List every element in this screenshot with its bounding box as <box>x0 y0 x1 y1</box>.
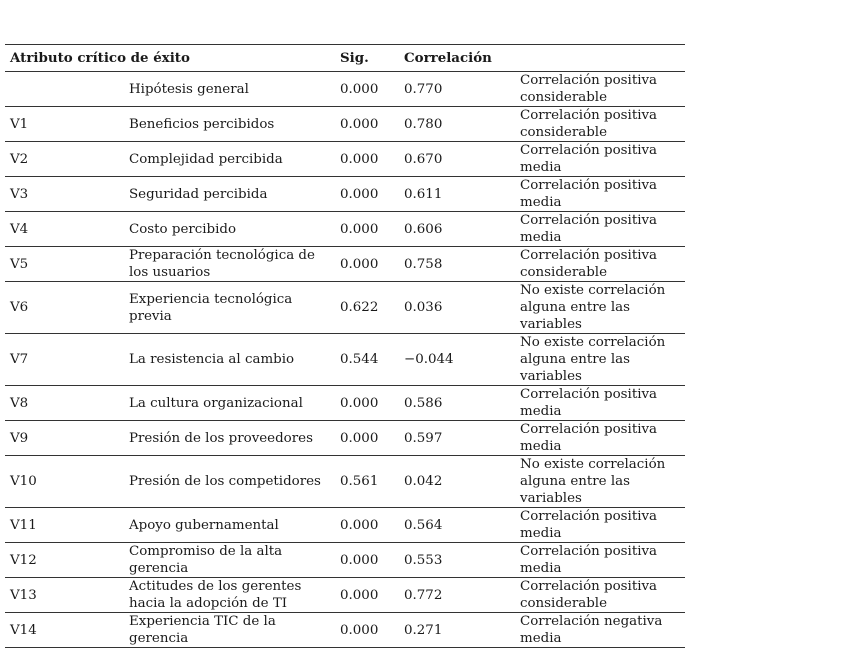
table-row <box>5 386 685 421</box>
row-code: V2 <box>5 142 124 177</box>
row-sig: 0.000 <box>335 72 399 107</box>
row-sig: 0.000 <box>335 386 399 421</box>
row-attribute-name: Seguridad percibida <box>124 177 335 212</box>
row-attribute-name: Experiencia TIC de la gerencia <box>124 613 335 648</box>
table-row <box>5 578 685 613</box>
row-correlation: 0.036 <box>399 282 515 334</box>
row-correlation: 0.586 <box>399 386 515 421</box>
row-interpretation: Correlación positiva media <box>515 386 685 421</box>
row-code: V13 <box>5 578 124 613</box>
row-sig: 0.622 <box>335 282 399 334</box>
row-correlation: 0.597 <box>399 421 515 456</box>
row-sig: 0.000 <box>335 142 399 177</box>
row-interpretation: Correlación positiva media <box>515 142 685 177</box>
row-correlation: 0.606 <box>399 212 515 247</box>
row-code: V8 <box>5 386 124 421</box>
table-row <box>5 72 685 107</box>
row-interpretation: Correlación positiva considerable <box>515 247 685 282</box>
row-correlation: −0.044 <box>399 334 515 386</box>
correlation-table <box>5 44 685 648</box>
row-code: V7 <box>5 334 124 386</box>
table-row <box>5 107 685 142</box>
row-attribute-name: Preparación tecnológica de los usuarios <box>124 247 335 282</box>
table-row <box>5 282 685 334</box>
row-correlation: 0.780 <box>399 107 515 142</box>
row-sig: 0.000 <box>335 613 399 648</box>
row-correlation: 0.553 <box>399 543 515 578</box>
row-correlation: 0.564 <box>399 508 515 543</box>
row-code: V14 <box>5 613 124 648</box>
row-attribute-name: Presión de los proveedores <box>124 421 335 456</box>
row-code: V1 <box>5 107 124 142</box>
row-interpretation: No existe correlación alguna entre las variables <box>515 456 685 508</box>
row-interpretation: Correlación positiva media <box>515 508 685 543</box>
row-code: V9 <box>5 421 124 456</box>
row-attribute-name: Compromiso de la alta gerencia <box>124 543 335 578</box>
table-row <box>5 543 685 578</box>
row-interpretation: No existe correlación alguna entre las variables <box>515 334 685 386</box>
row-sig: 0.000 <box>335 421 399 456</box>
row-sig: 0.544 <box>335 334 399 386</box>
header-attribute: Atributo crítico de éxito <box>5 45 335 72</box>
row-interpretation: No existe correlación alguna entre las variables <box>515 282 685 334</box>
row-attribute-name: Actitudes de los gerentes hacia la adopción de TI <box>124 578 335 613</box>
row-attribute-name: La resistencia al cambio <box>124 334 335 386</box>
row-sig: 0.000 <box>335 177 399 212</box>
row-interpretation: Correlación positiva media <box>515 421 685 456</box>
row-correlation: 0.772 <box>399 578 515 613</box>
row-correlation: 0.042 <box>399 456 515 508</box>
table-body <box>5 72 685 648</box>
row-correlation: 0.670 <box>399 142 515 177</box>
row-sig: 0.561 <box>335 456 399 508</box>
row-code: V10 <box>5 456 124 508</box>
row-interpretation: Correlación negativa media <box>515 613 685 648</box>
header-correlation: Correlación <box>399 45 515 72</box>
row-code <box>5 72 124 107</box>
row-code: V11 <box>5 508 124 543</box>
row-interpretation: Correlación positiva media <box>515 543 685 578</box>
table-row <box>5 142 685 177</box>
table-row <box>5 456 685 508</box>
table-row <box>5 613 685 648</box>
row-correlation: 0.770 <box>399 72 515 107</box>
row-code: V12 <box>5 543 124 578</box>
table-row <box>5 334 685 386</box>
row-interpretation: Correlación positiva media <box>515 212 685 247</box>
row-interpretation: Correlación positiva considerable <box>515 72 685 107</box>
row-attribute-name: La cultura organizacional <box>124 386 335 421</box>
row-interpretation: Correlación positiva media <box>515 177 685 212</box>
row-sig: 0.000 <box>335 543 399 578</box>
header-sig: Sig. <box>335 45 399 72</box>
table-row <box>5 247 685 282</box>
table-row <box>5 508 685 543</box>
row-code: V4 <box>5 212 124 247</box>
row-attribute-name: Hipótesis general <box>124 72 335 107</box>
row-attribute-name: Apoyo gubernamental <box>124 508 335 543</box>
header-row <box>5 45 685 72</box>
row-correlation: 0.611 <box>399 177 515 212</box>
table-row <box>5 177 685 212</box>
row-code: V5 <box>5 247 124 282</box>
row-sig: 0.000 <box>335 578 399 613</box>
row-code: V6 <box>5 282 124 334</box>
row-attribute-name: Complejidad percibida <box>124 142 335 177</box>
row-sig: 0.000 <box>335 212 399 247</box>
row-attribute-name: Costo percibido <box>124 212 335 247</box>
header-interpretation <box>515 45 685 72</box>
row-attribute-name: Beneficios percibidos <box>124 107 335 142</box>
row-interpretation: Correlación positiva considerable <box>515 107 685 142</box>
row-correlation: 0.271 <box>399 613 515 648</box>
table-row <box>5 212 685 247</box>
row-correlation: 0.758 <box>399 247 515 282</box>
row-attribute-name: Presión de los competidores <box>124 456 335 508</box>
row-interpretation: Correlación positiva considerable <box>515 578 685 613</box>
row-sig: 0.000 <box>335 508 399 543</box>
row-code: V3 <box>5 177 124 212</box>
row-sig: 0.000 <box>335 107 399 142</box>
row-sig: 0.000 <box>335 247 399 282</box>
row-attribute-name: Experiencia tecnológica previa <box>124 282 335 334</box>
table-row <box>5 421 685 456</box>
